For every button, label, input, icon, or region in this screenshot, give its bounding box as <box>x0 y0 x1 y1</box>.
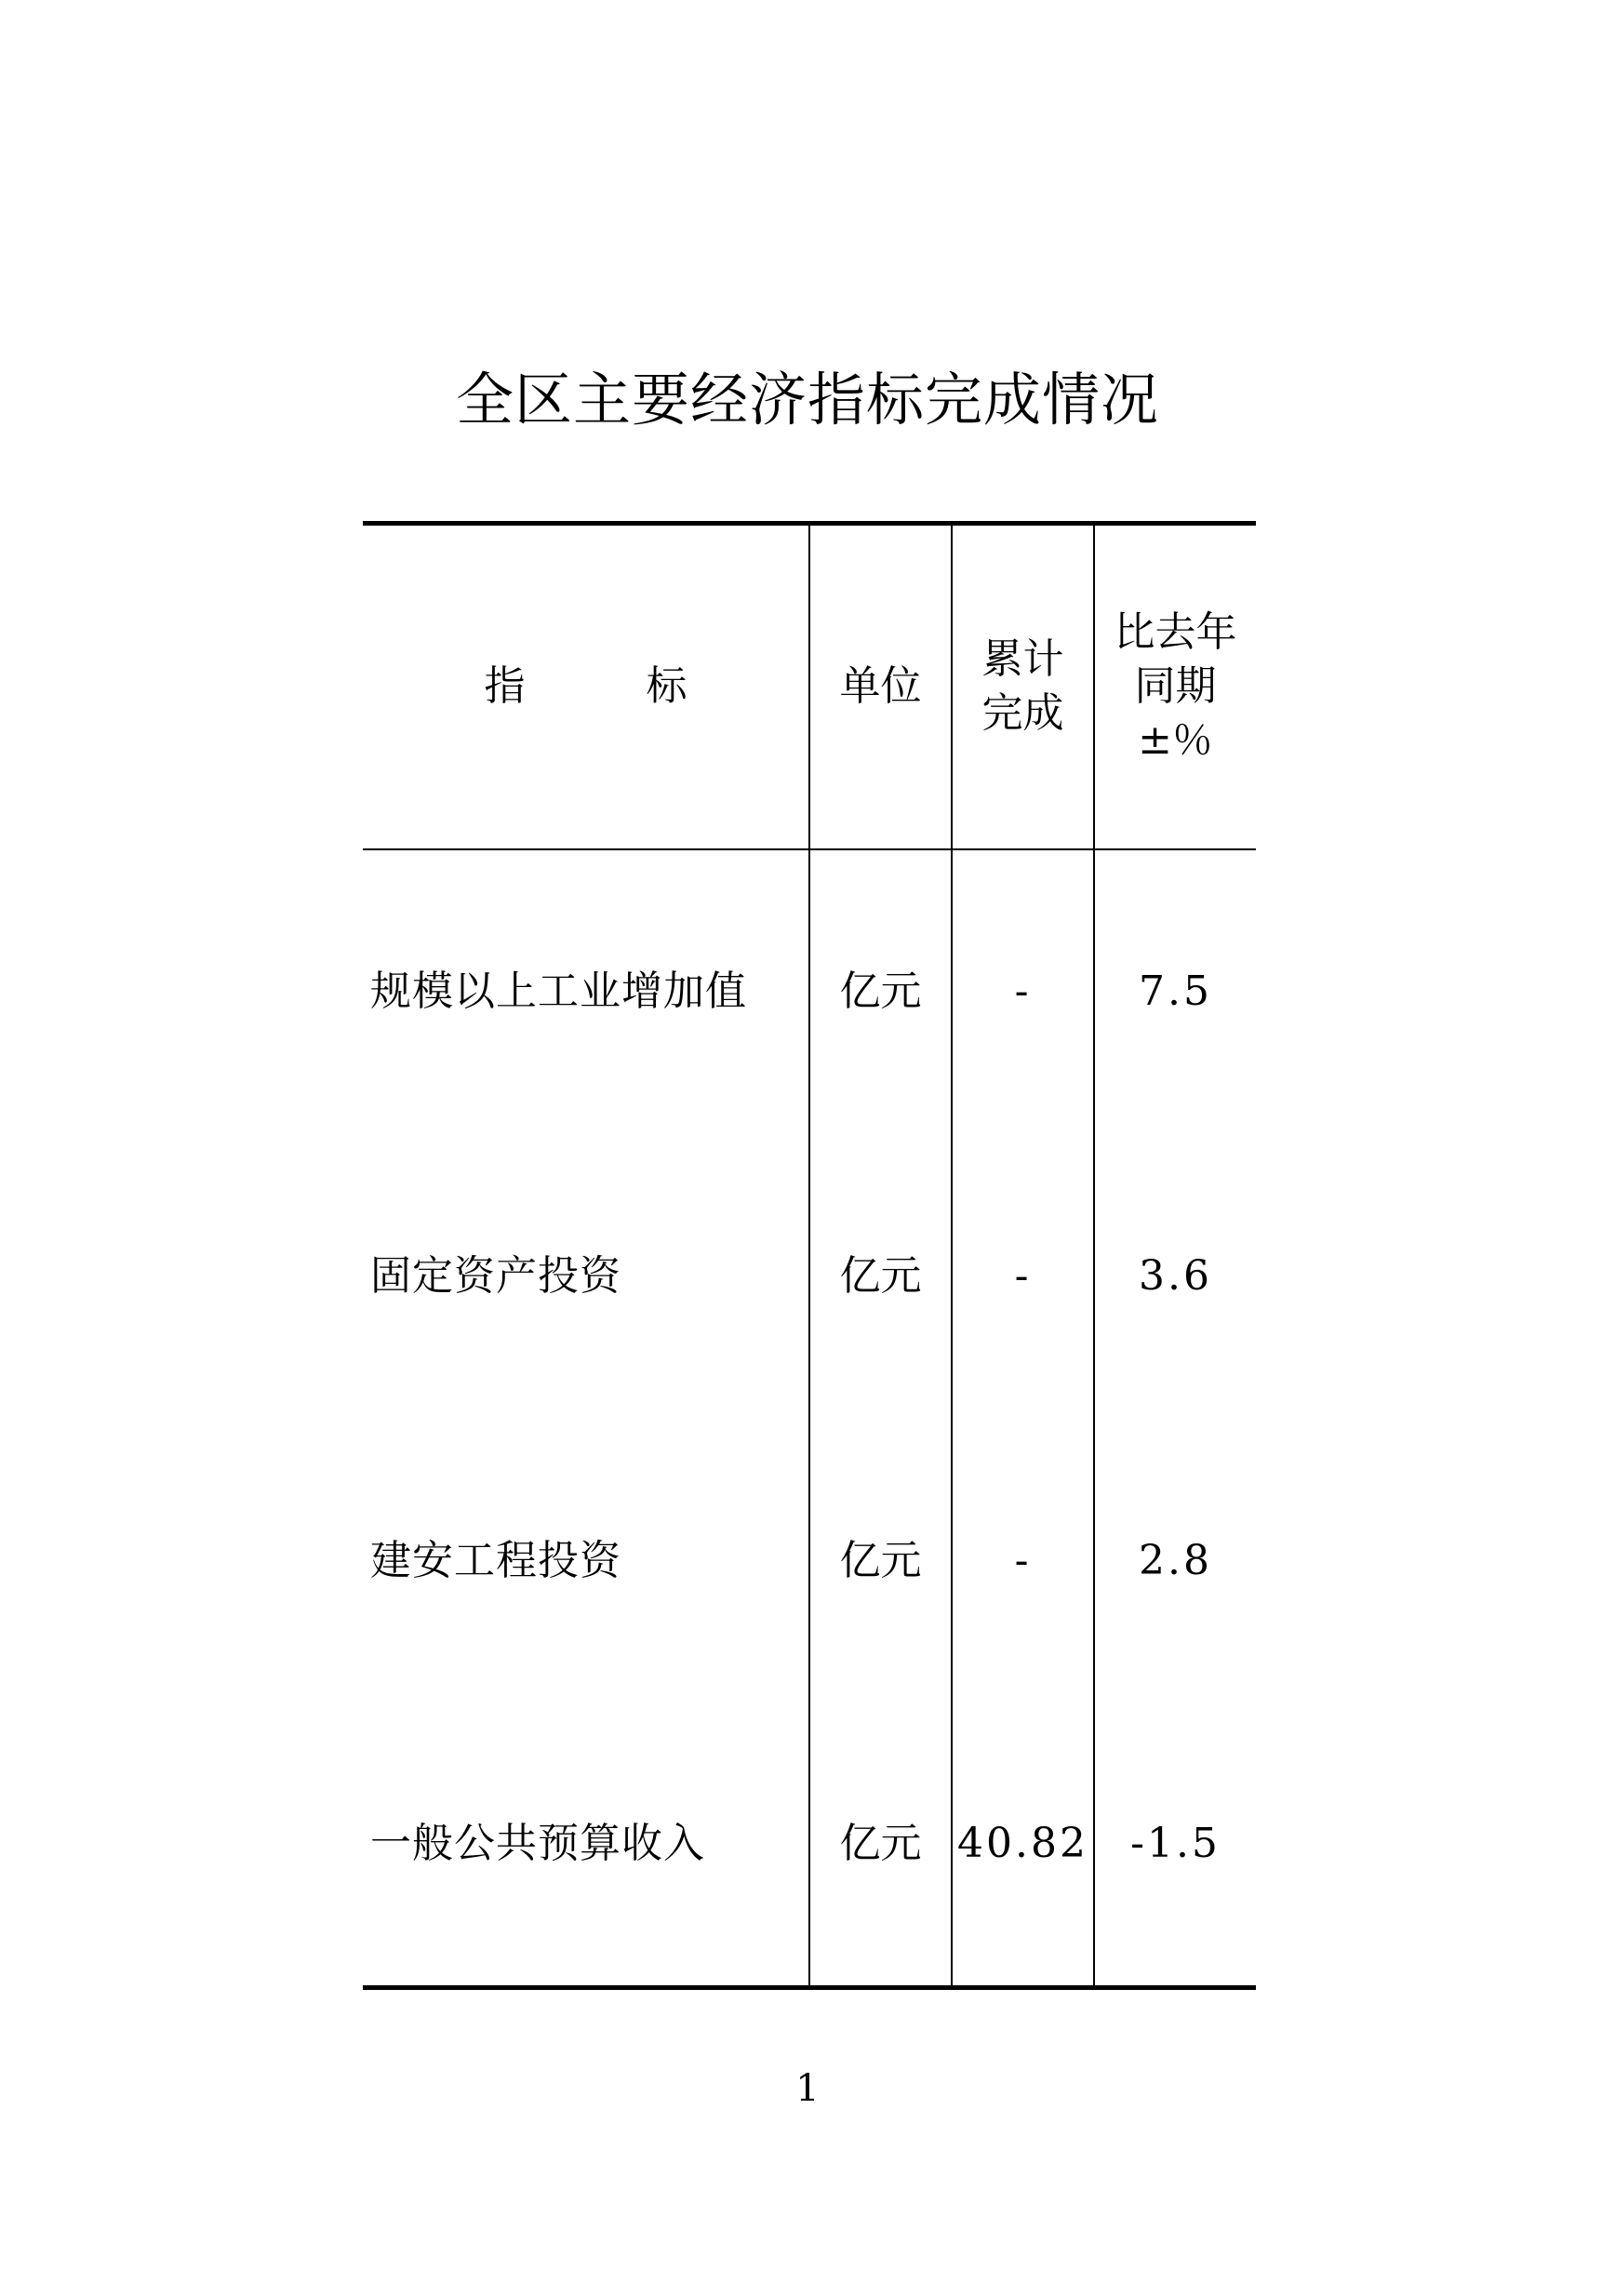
unit-cell: 亿元 <box>809 1419 952 1703</box>
cumulative-cell: 40.82 <box>952 1703 1094 1988</box>
indicator-cell: 规模以上工业增加值 <box>370 968 747 1015</box>
yoy-change-cell: 2.8 <box>1094 1419 1256 1703</box>
page-number: 1 <box>795 2067 820 2110</box>
yoy-change-cell: -1.5 <box>1094 1703 1256 1988</box>
yoy-change-cell: 3.6 <box>1094 1134 1256 1419</box>
header-yoy-change <box>1094 524 1256 849</box>
header-indicator <box>363 524 809 849</box>
header-yoy-line1: 比去年 <box>1114 608 1237 657</box>
table-header-row <box>363 524 1256 849</box>
page-title: 全区主要经济指标完成情况 <box>455 366 1159 434</box>
header-yoy-line3: ±％ <box>1138 716 1213 765</box>
table-row <box>363 1419 1256 1703</box>
cumulative-cell: - <box>952 1419 1094 1703</box>
table-row <box>363 1134 1256 1419</box>
cumulative-cell: - <box>952 1134 1094 1419</box>
cumulative-cell: - <box>952 849 1094 1134</box>
header-cumulative <box>952 524 1094 849</box>
indicator-cell: 一般公共预算收入 <box>363 1703 809 1988</box>
header-yoy-line2: 同期 <box>1134 662 1217 711</box>
indicator-cell: 建安工程投资 <box>370 1536 621 1584</box>
table-row <box>363 1703 1256 1988</box>
unit-cell: 亿元 <box>809 1134 952 1419</box>
table-row <box>363 849 1256 1134</box>
yoy-change-cell: 7.5 <box>1094 849 1256 1134</box>
unit-cell: 亿元 <box>809 1703 952 1988</box>
header-unit: 单位 <box>809 524 952 849</box>
unit-cell: 亿元 <box>809 849 952 1134</box>
header-indicator-part1: 指 <box>484 662 526 711</box>
economic-indicators-table <box>363 521 1256 1990</box>
header-cumulative-line1: 累计 <box>981 635 1064 684</box>
header-cumulative-line2: 完成 <box>981 689 1064 738</box>
header-indicator-part2: 标 <box>646 662 687 711</box>
indicator-cell: 固定资产投资 <box>370 1251 621 1300</box>
